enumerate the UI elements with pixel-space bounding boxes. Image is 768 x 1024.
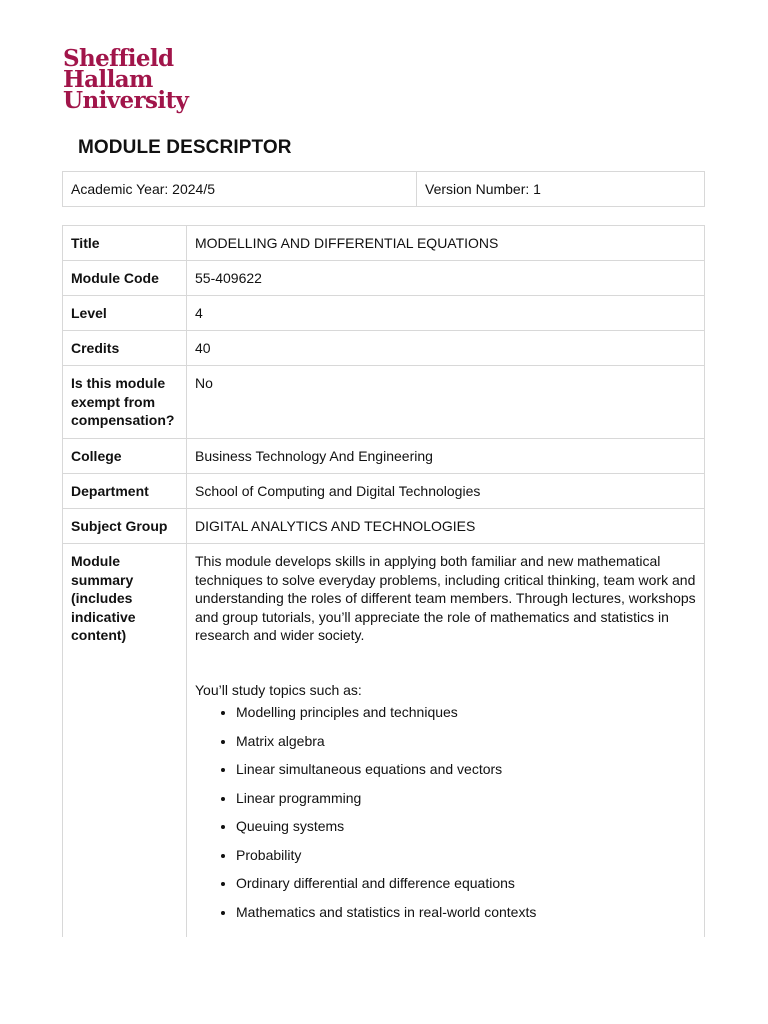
list-item: • Linear simultaneous equations and vectors — [236, 760, 696, 779]
row-label: College — [63, 439, 187, 474]
table-row — [63, 331, 705, 366]
row-value: School of Computing and Digital Technologies — [187, 474, 705, 509]
header-table — [62, 171, 705, 207]
row-value: No — [187, 366, 705, 439]
row-label: Module summary (includes indicative content) — [63, 544, 187, 938]
logo-line-3: University — [63, 87, 189, 114]
row-value: Business Technology And Engineering — [187, 439, 705, 474]
row-label: Credits — [63, 331, 187, 366]
table-row — [63, 261, 705, 296]
row-value: 4 — [187, 296, 705, 331]
list-item: • Ordinary differential and difference equations — [236, 874, 696, 893]
topics-lead: You’ll study topics such as: — [195, 681, 362, 698]
list-item: • Matrix algebra — [236, 732, 696, 751]
table-row — [63, 474, 705, 509]
row-value: DIGITAL ANALYTICS AND TECHNOLOGIES — [187, 509, 705, 544]
version-number-cell: Version Number: 1 — [417, 172, 705, 207]
table-row — [63, 366, 705, 439]
row-label: Is this module exempt from compensation? — [63, 366, 187, 439]
row-label: Level — [63, 296, 187, 331]
list-item: • Linear programming — [236, 789, 696, 808]
list-item: • Modelling principles and techniques — [236, 703, 696, 722]
table-row — [63, 544, 705, 938]
row-label: Department — [63, 474, 187, 509]
academic-year-cell: Academic Year: 2024/5 — [63, 172, 417, 207]
summary-intro: This module develops skills in applying both familiar and new mathematical techniques to solve everyday problems, including critical thinking, team work and understanding the roles of different team members. Through lectures, workshops and group tutorials, you’ll appreciate the role of mathematics and statistics in research and wider society. — [195, 553, 696, 643]
list-item: • Probability — [236, 846, 696, 865]
row-label: Subject Group — [63, 509, 187, 544]
topics-list — [195, 703, 696, 921]
row-value: 40 — [187, 331, 705, 366]
list-item: • Queuing systems — [236, 817, 696, 836]
page-title: MODULE DESCRIPTOR — [78, 137, 292, 158]
table-row — [63, 509, 705, 544]
logo-line-2: Hallam — [63, 66, 153, 93]
list-item: • Mathematics and statistics in real-world contexts — [236, 903, 696, 922]
university-logo — [63, 45, 189, 114]
module-details-table — [62, 225, 705, 937]
summary-cell — [187, 544, 705, 938]
row-value: 55-409622 — [187, 261, 705, 296]
table-row — [63, 439, 705, 474]
table-row — [63, 226, 705, 261]
row-label: Module Code — [63, 261, 187, 296]
logo-line-1: Sheffield — [63, 45, 174, 72]
table-row — [63, 296, 705, 331]
row-value: MODELLING AND DIFFERENTIAL EQUATIONS — [187, 226, 705, 261]
row-label: Title — [63, 226, 187, 261]
